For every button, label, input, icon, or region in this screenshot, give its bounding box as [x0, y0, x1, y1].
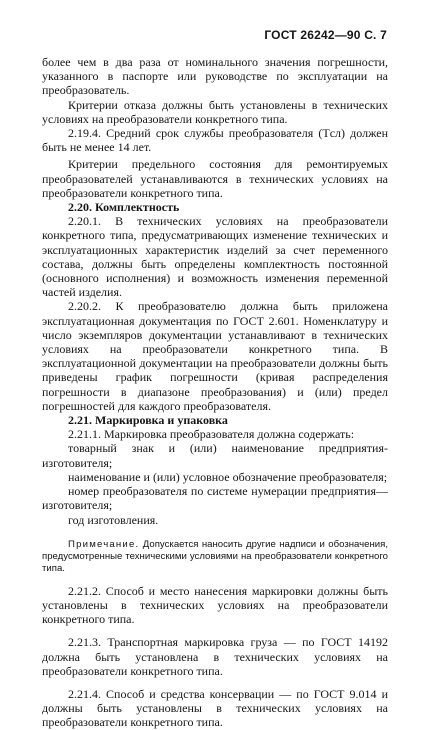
note-label: Примечание.: [68, 538, 140, 550]
list-item: номер преобразователя по системе нумерации предприятия—изготовителя;: [42, 484, 388, 513]
page-header: ГОСТ 26242—90 С. 7: [264, 28, 387, 42]
document-body: [42, 55, 388, 730]
note: [42, 539, 388, 575]
list-item: товарный знак и (или) наименование предприятия-изготовителя;: [42, 441, 388, 470]
paragraph: 2.21.2. Способ и место нанесения маркировки должны быть установлены в технических условиях на преобразователи конкретного типа.: [42, 583, 388, 627]
paragraph: 2.20.2. К преобразователю должна быть приложена эксплуатационная документация по ГОСТ 2.601. Номенклатуру и число экземпляров документации устанавливают в технических условиях на преобразователи конкретного типа. В эксплуатационной документации на преобразователи должны быть приведены график погрешности (кривая распределения погрешности в диапазоне преобразования) и (или) предел погрешностей для каждого преобразователя.: [42, 299, 388, 413]
note-text: Допускается наносить другие надписи и обозначения, предусмотренные техническими условиями на преобразователи конкретного типа.: [42, 538, 389, 574]
paragraph: Критерии отказа должны быть установлены в технических условиях на преобразователи конкретного типа.: [42, 97, 388, 126]
section-heading: 2.21. Маркировка и упаковка: [68, 413, 228, 428]
list-item: год изготовления.: [68, 512, 159, 527]
paragraph: 2.20.1. В технических условиях на преобразователи конкретного типа, предусматривающих изменение технических и эксплуатационных характеристик изделий за счет переменного состава, должны быть определены комплектность постоянной (основного исполнения) и возможность изменения переменной частей изделия.: [42, 214, 388, 300]
paragraph: Критерии предельного состояния для ремонтируемых преобразователей устанавливаются в технических условиях на преобразователи конкретного типа.: [42, 157, 388, 200]
paragraph: 2.19.4. Средний срок службы преобразователя (Tсл) должен быть не менее 14 лет.: [42, 126, 388, 155]
paragraph: 2.21.3. Транспортная маркировка груза — по ГОСТ 14192 должна быть установлена в технических условиях на преобразователи конкретного типа.: [42, 635, 388, 678]
section-heading: 2.20. Комплектность: [68, 200, 180, 215]
list-item: наименование и (или) условное обозначение преобразователя;: [68, 469, 388, 484]
paragraph: 2.21.1. Маркировка преобразователя должна содержать:: [68, 427, 355, 442]
paragraph: 2.21.4. Способ и средства консервации — по ГОСТ 9.014 и должны быть установлены в технических условиях на преобразователи конкретного типа.: [42, 686, 388, 730]
paragraph: более чем в два раза от номинального значения погрешности, указанного в паспорте или руководстве по эксплуатации на преобразователь.: [42, 55, 388, 98]
